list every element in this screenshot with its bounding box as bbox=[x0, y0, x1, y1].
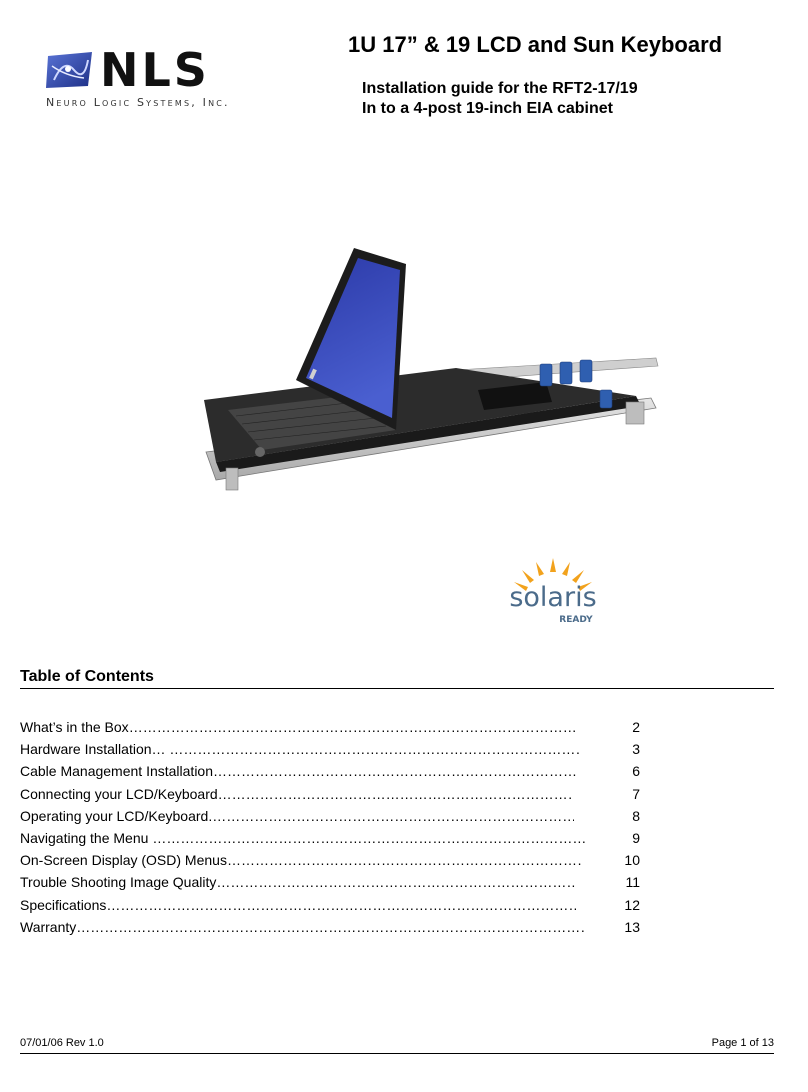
toc-entry-specifications[interactable] bbox=[20, 894, 640, 916]
toc-entry-page: 11 bbox=[625, 874, 640, 891]
toc-entry-label: Connecting your LCD/Keyboard …………………………………………………………………………………………………………………………………………………………………………………………… bbox=[20, 783, 572, 805]
page-title: 1U 17” & 19 LCD and Sun Keyboard bbox=[348, 32, 723, 57]
toc-entry-page: 9 bbox=[632, 829, 640, 846]
toc-entry-warranty[interactable] bbox=[20, 916, 640, 938]
footer-divider bbox=[20, 1053, 774, 1054]
toc-entry-page: 12 bbox=[624, 896, 640, 913]
toc-entry-page: 2 bbox=[632, 719, 640, 735]
logo-wordmark: NLS bbox=[100, 43, 210, 97]
toc-entry-hardware-installation[interactable] bbox=[20, 738, 640, 760]
toc-entry-label: Trouble Shooting Image Quality …………………………………………………………………………………………………………………………………………………………………………………………… bbox=[20, 871, 576, 893]
toc-entry-page: 8 bbox=[632, 807, 640, 824]
page-subtitle-line1: Installation guide for the RFT2-17/19 bbox=[362, 80, 638, 97]
toc-entry-label: Operating your LCD/Keyboard. …………………………………………………………………………………………………………………………………………………………………………………………… bbox=[20, 805, 574, 827]
toc-entry-page: 6 bbox=[632, 763, 640, 780]
toc-entry-page: 13 bbox=[624, 918, 640, 935]
solaris-word: solaris bbox=[509, 582, 597, 613]
toc-entry-page: 7 bbox=[632, 785, 640, 802]
toc-entry-cable-management[interactable] bbox=[20, 760, 640, 782]
toc-entry-label: Warranty …………………………………………………………………………………………………………………………………………………………………………………………… bbox=[20, 916, 584, 938]
toc-entry-navigating-menu[interactable] bbox=[20, 827, 640, 849]
toc-entry-osd-menus[interactable] bbox=[20, 849, 640, 871]
toc-entry-label: Navigating the Menu …………………………………………………………………………………………………………………………………………………………………………………………… bbox=[20, 827, 586, 849]
footer-revision: 07/01/06 Rev 1.0 bbox=[20, 1037, 104, 1049]
toc-heading: Table of Contents bbox=[20, 668, 154, 685]
lcd-keyboard-drawer-image bbox=[196, 240, 666, 510]
toc-entry-trouble-shooting[interactable] bbox=[20, 871, 640, 893]
footer-page-number: Page 1 of 13 bbox=[711, 1037, 774, 1049]
toc-entry-page: 10 bbox=[624, 852, 640, 869]
company-logo bbox=[44, 43, 254, 110]
solaris-ready-logo bbox=[498, 556, 608, 626]
toc-entry-label: What’s in the Box …………………………………………………………………………………………………………………………………………………………………………………………… bbox=[20, 716, 576, 738]
toc-entry-connecting[interactable] bbox=[20, 783, 640, 805]
toc-entry-operating[interactable] bbox=[20, 805, 640, 827]
toc-entry-label: Specifications …………………………………………………………………………………………………………………………………………………………………………………………… bbox=[20, 894, 576, 916]
logo-subtitle: Neuro Logic Systems, Inc. bbox=[46, 96, 230, 109]
nls-logo-mark-icon bbox=[44, 50, 96, 90]
toc-entry-label: Cable Management Installation …………………………………………………………………………………………………………………………………………………………………………………………… bbox=[20, 760, 576, 782]
table-of-contents bbox=[20, 716, 640, 938]
toc-entry-whats-in-the-box[interactable] bbox=[20, 716, 640, 738]
toc-entry-label: On-Screen Display (OSD) Menus …………………………………………………………………………………………………………………………………………………………………………………………… bbox=[20, 849, 582, 871]
toc-entry-page: 3 bbox=[632, 741, 640, 758]
toc-entry-label: Hardware Installation… …………………………………………………………………………………………………………………………………………………………………………………………… bbox=[20, 738, 580, 760]
solaris-ready-tag: READY bbox=[559, 615, 593, 625]
toc-divider bbox=[20, 688, 774, 689]
page-subtitle-line2: In to a 4-post 19-inch EIA cabinet bbox=[362, 100, 613, 117]
